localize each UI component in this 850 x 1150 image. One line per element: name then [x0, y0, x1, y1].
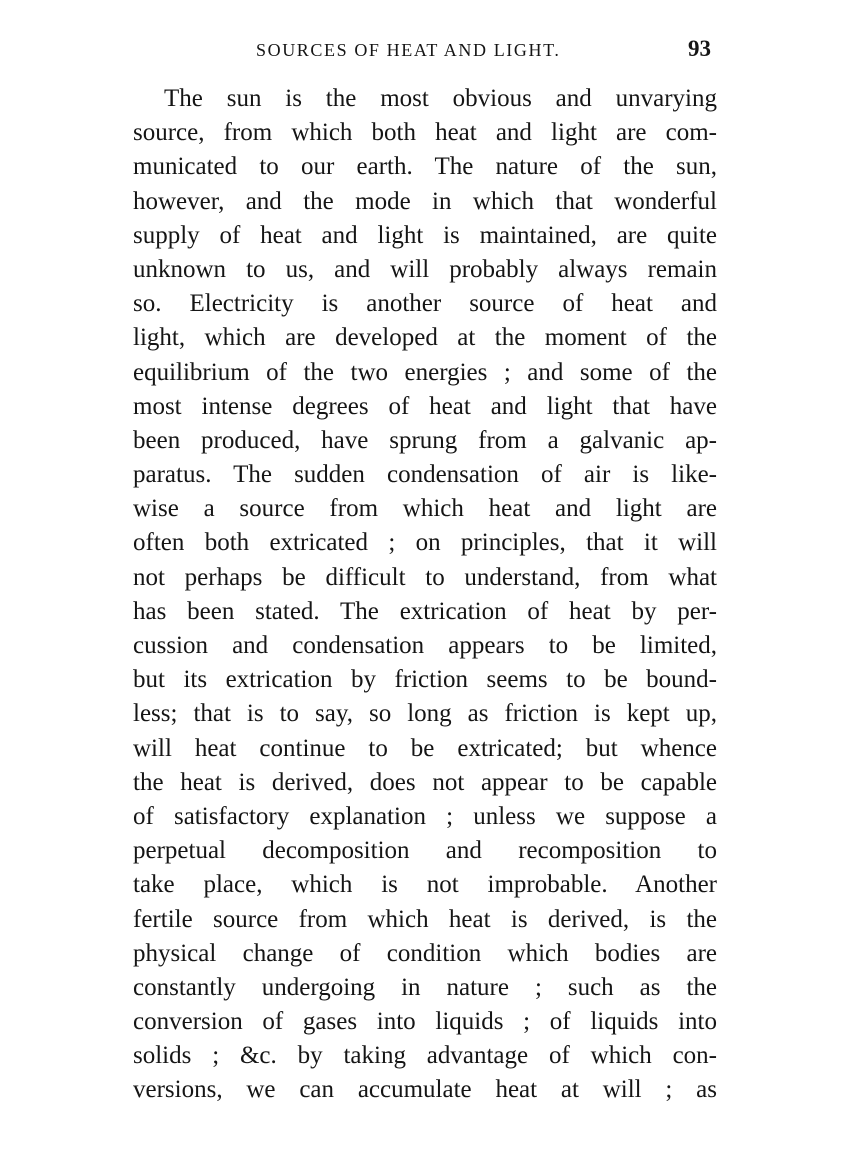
body-paragraph	[133, 82, 717, 1108]
text-line: not perhaps be difficult to understand, from what	[133, 563, 717, 591]
text-line: paratus. The sudden condensation of air is like-	[133, 461, 717, 489]
text-line: fertile source from which heat is derived, is the	[133, 905, 717, 933]
text-line: supply of heat and light is maintained, are quite	[133, 221, 717, 249]
text-line: solids ; &c. by taking advantage of which con-	[133, 1042, 717, 1070]
text-line: The sun is the most obvious and unvarying	[164, 85, 717, 112]
text-line: wise a source from which heat and light are	[133, 495, 717, 523]
text-line: been produced, have sprung from a galvanic ap-	[133, 426, 717, 454]
text-line: has been stated. The extrication of heat by per-	[133, 597, 717, 625]
text-line: light, which are developed at the moment of the	[133, 324, 717, 352]
text-line: most intense degrees of heat and light that have	[133, 392, 717, 420]
text-line: versions, we can accumulate heat at will ; as	[133, 1076, 717, 1104]
text-line: constantly undergoing in nature ; such as the	[133, 973, 717, 1001]
text-line: source, from which both heat and light are com-	[133, 119, 717, 147]
text-line: of satisfactory explanation ; unless we suppose a	[133, 802, 717, 830]
text-line: so. Electricity is another source of heat and	[133, 290, 717, 318]
page-number: 93	[688, 36, 711, 61]
text-line: will heat continue to be extricated; but whence	[133, 734, 717, 762]
text-line: unknown to us, and will probably always remain	[133, 255, 717, 283]
text-line: municated to our earth. The nature of the sun,	[133, 153, 717, 181]
text-line: less; that is to say, so long as friction is kept up,	[133, 700, 717, 728]
text-line: physical change of condition which bodies are	[133, 939, 717, 967]
text-line: conversion of gases into liquids ; of liquids into	[133, 1008, 717, 1036]
text-line: cussion and condensation appears to be limited,	[133, 632, 717, 659]
running-head-title: SOURCES OF HEAT AND LIGHT.	[256, 40, 561, 60]
text-line: but its extrication by friction seems to be bound-	[133, 666, 717, 694]
text-line: take place, which is not improbable. Another	[133, 871, 717, 899]
text-line: however, and the mode in which that wonderful	[133, 187, 717, 215]
text-line: equilibrium of the two energies ; and some of the	[133, 358, 717, 386]
text-line: perpetual decomposition and recomposition to	[133, 837, 717, 865]
text-line: often both extricated ; on principles, that it will	[133, 529, 717, 557]
running-head	[0, 36, 850, 68]
text-line: the heat is derived, does not appear to be capable	[133, 768, 717, 796]
